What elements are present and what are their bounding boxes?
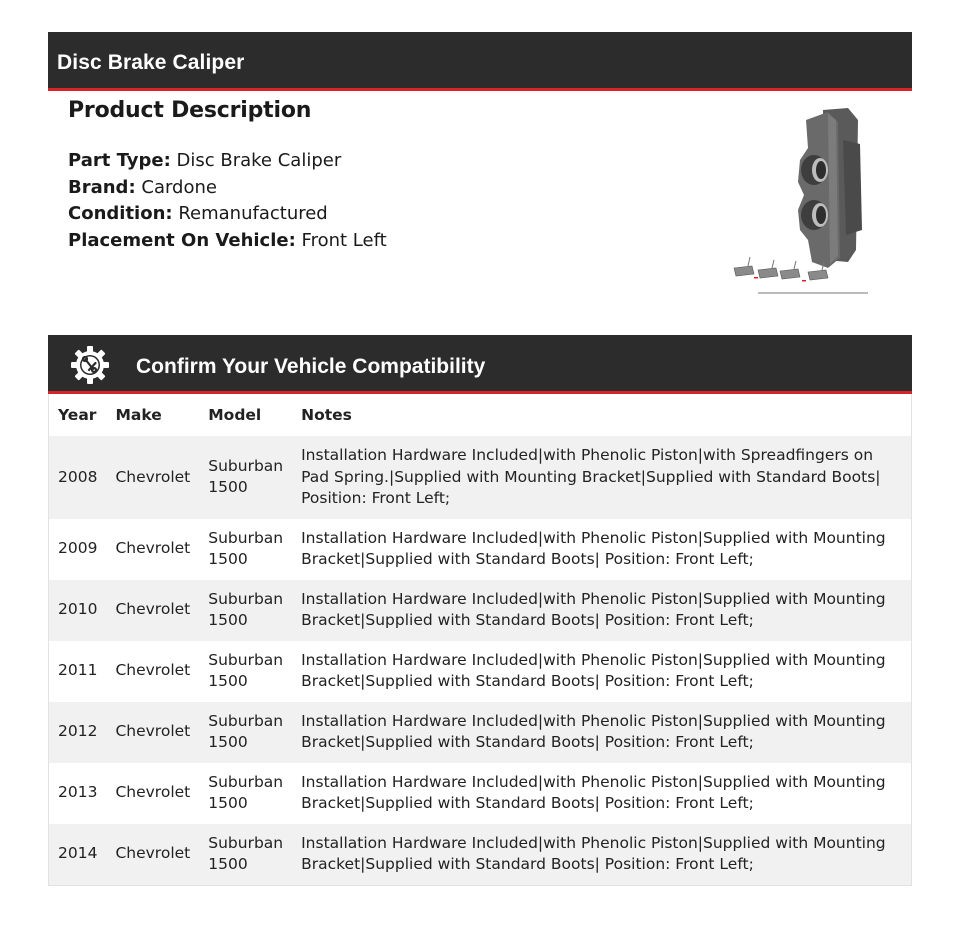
field-brand (68, 175, 668, 202)
field-part-type (68, 148, 668, 175)
gear-wrench-icon (70, 345, 110, 385)
product-title-banner (48, 32, 912, 91)
product-title: Disc Brake Caliper (57, 51, 245, 74)
cell-model: Suburban 1500 (199, 641, 292, 702)
cell-year: 2012 (49, 702, 106, 763)
cell-year: 2008 (49, 436, 106, 519)
brake-caliper-illustration (728, 100, 878, 300)
field-condition (68, 201, 668, 228)
cell-model: Suburban 1500 (199, 824, 292, 885)
table-row (49, 580, 911, 641)
table-row (49, 824, 911, 885)
product-image (728, 100, 878, 300)
field-value: Cardone (141, 176, 217, 198)
field-label: Brand: (68, 176, 136, 198)
table-row (49, 702, 911, 763)
cell-year: 2010 (49, 580, 106, 641)
cell-make: Chevrolet (106, 702, 199, 763)
product-description (68, 96, 668, 254)
column-header-year: Year (49, 394, 106, 436)
compatibility-table-container (48, 394, 912, 886)
field-label: Placement On Vehicle: (68, 229, 296, 251)
cell-model: Suburban 1500 (199, 580, 292, 641)
cell-notes: Installation Hardware Included|with Phenolic Piston|Supplied with Mounting Bracket|Supplied with Standard Boots| Position: Front Left; (292, 519, 911, 580)
cell-make: Chevrolet (106, 641, 199, 702)
cell-notes: Installation Hardware Included|with Phenolic Piston|Supplied with Mounting Bracket|Supplied with Standard Boots| Position: Front Left; (292, 763, 911, 824)
column-header-notes: Notes (292, 394, 911, 436)
description-fields (68, 148, 668, 254)
cell-make: Chevrolet (106, 519, 199, 580)
cell-make: Chevrolet (106, 824, 199, 885)
compatibility-banner (48, 335, 912, 394)
field-value: Front Left (301, 229, 387, 251)
cell-make: Chevrolet (106, 580, 199, 641)
compatibility-title: Confirm Your Vehicle Compatibility (136, 355, 486, 378)
cell-model: Suburban 1500 (199, 763, 292, 824)
field-label: Condition: (68, 203, 173, 224)
description-heading: Product Description (68, 98, 312, 123)
cell-notes: Installation Hardware Included|with Phenolic Piston|Supplied with Mounting Bracket|Supplied with Standard Boots| Position: Front Left; (292, 641, 911, 702)
table-header-row (49, 394, 911, 436)
table-row (49, 763, 911, 824)
field-value: Disc Brake Caliper (176, 150, 342, 171)
cell-notes: Installation Hardware Included|with Phenolic Piston|Supplied with Mounting Bracket|Supplied with Standard Boots| Position: Front Left; (292, 824, 911, 885)
field-label: Part Type: (68, 150, 171, 171)
cell-model: Suburban 1500 (199, 436, 292, 519)
cell-year: 2014 (49, 824, 106, 885)
cell-year: 2009 (49, 519, 106, 580)
cell-model: Suburban 1500 (199, 519, 292, 580)
cell-notes: Installation Hardware Included|with Phenolic Piston|Supplied with Mounting Bracket|Supplied with Standard Boots| Position: Front Left; (292, 580, 911, 641)
table-row (49, 436, 911, 519)
compatibility-table (49, 394, 911, 885)
cell-make: Chevrolet (106, 763, 199, 824)
field-placement (68, 228, 668, 255)
cell-model: Suburban 1500 (199, 702, 292, 763)
field-value: Remanufactured (178, 203, 328, 224)
table-row (49, 519, 911, 580)
cell-notes: Installation Hardware Included|with Phenolic Piston|with Spreadfingers on Pad Spring.|Supplied with Mounting Bracket|Supplied with Standard Boots| Position: Front Left; (292, 436, 911, 519)
column-header-model: Model (199, 394, 292, 436)
column-header-make: Make (106, 394, 199, 436)
cell-notes: Installation Hardware Included|with Phenolic Piston|Supplied with Mounting Bracket|Supplied with Standard Boots| Position: Front Left; (292, 702, 911, 763)
cell-make: Chevrolet (106, 436, 199, 519)
cell-year: 2013 (49, 763, 106, 824)
cell-year: 2011 (49, 641, 106, 702)
table-row (49, 641, 911, 702)
